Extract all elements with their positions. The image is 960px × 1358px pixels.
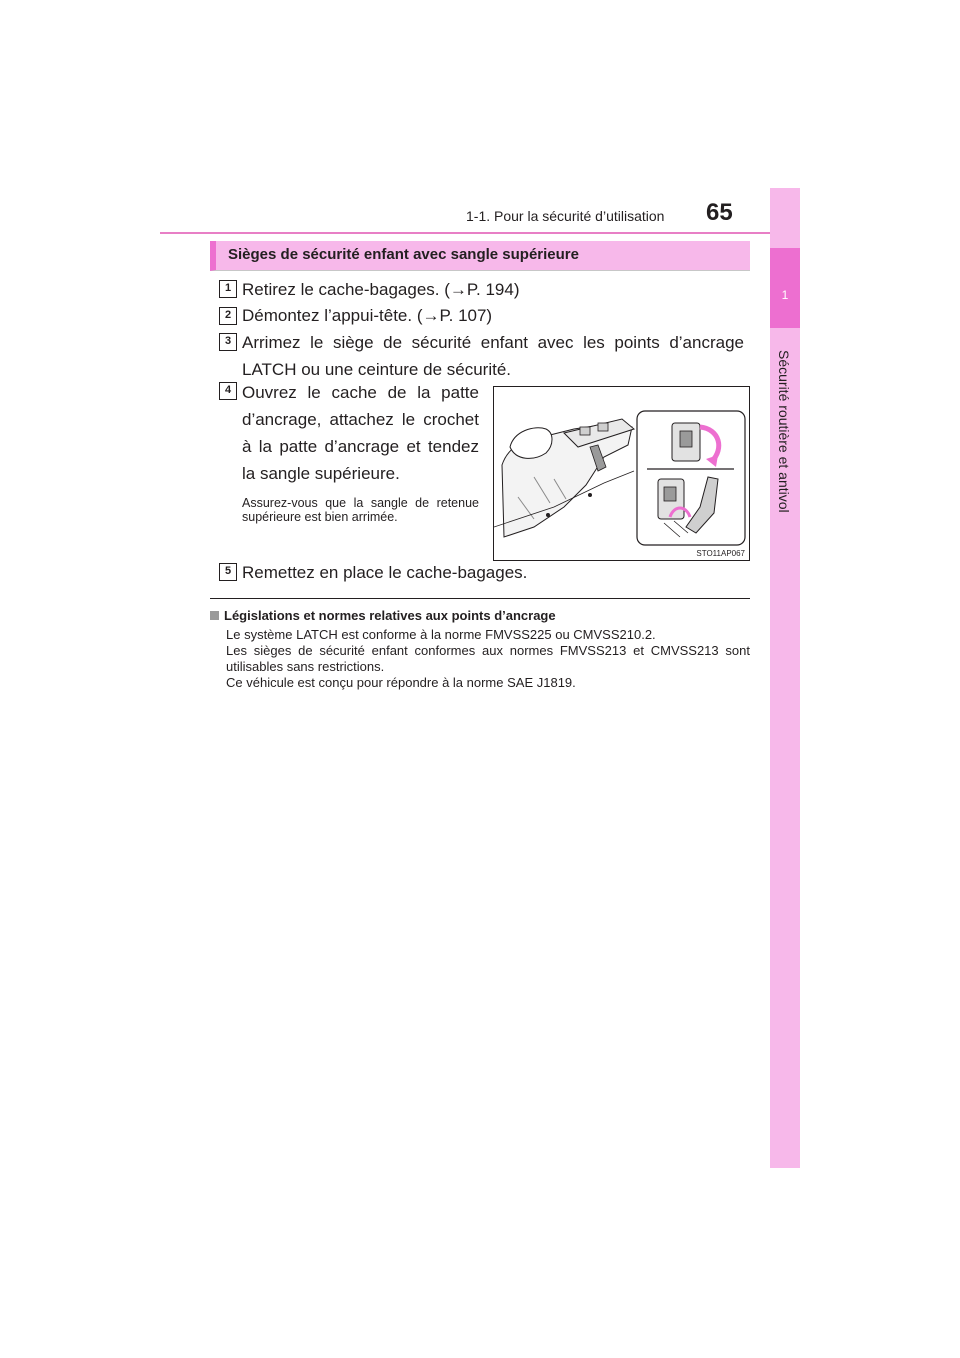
legislation-title: Législations et normes relatives aux points d’ancrage (224, 608, 556, 623)
header-divider (160, 232, 800, 234)
step-number-box: 2 (219, 307, 237, 325)
step-text: Arrimez le siège de sécurité enfant avec les points d’ancrage LATCH ou une ceinture de sécurité. (242, 333, 744, 379)
figure-code: STO11AP067 (696, 549, 745, 558)
anchor-bracket-icon (672, 423, 700, 461)
chapter-number-tab (770, 248, 800, 328)
square-bullet-icon (210, 611, 219, 620)
step-text: Retirez le cache-bagages. (→P. 194) (242, 280, 520, 299)
step-text: Remettez en place le cache-bagages. (242, 563, 528, 582)
section-title-banner (210, 241, 750, 271)
chapter-number: 1 (781, 288, 789, 302)
section-title: Sièges de sécurité enfant avec sangle supérieure (228, 246, 579, 263)
section-label: 1-1. Pour la sécurité d’utilisation (466, 208, 665, 224)
legislation-body (226, 627, 750, 691)
step-number-box: 1 (219, 280, 237, 298)
legislation-paragraph: Les sièges de sécurité enfant conformes aux normes FMVSS213 et CMVSS213 sont utilisables sans restrictions. (226, 643, 750, 674)
step-number-box: 4 (219, 382, 237, 400)
chapter-title: Sécurité routière et antivol (776, 350, 792, 513)
section-divider (210, 598, 750, 599)
legislation-title-row (210, 608, 556, 623)
tether-strap-figure (493, 386, 750, 561)
step-text: Ouvrez le cache de la patte d’ancrage, attachez le crochet à la patte d’ancrage et tendez la sangle supérieure. (242, 383, 479, 483)
step-number-box: 3 (219, 333, 237, 351)
step-number-box: 5 (219, 563, 237, 581)
step-note: Assurez-vous que la sangle de retenue supérieure est bien arrimée. (242, 496, 479, 524)
chapter-side-tab (770, 188, 800, 1168)
legislation-paragraph: Ce véhicule est conçu pour répondre à la norme SAE J1819. (226, 675, 576, 690)
seat-illustration (494, 387, 749, 560)
page-number: 65 (706, 199, 733, 226)
legislation-paragraph: Le système LATCH est conforme à la norme FMVSS225 ou CMVSS210.2. (226, 627, 656, 642)
step-text: Démontez l’appui-tête. (→P. 107) (242, 306, 493, 325)
